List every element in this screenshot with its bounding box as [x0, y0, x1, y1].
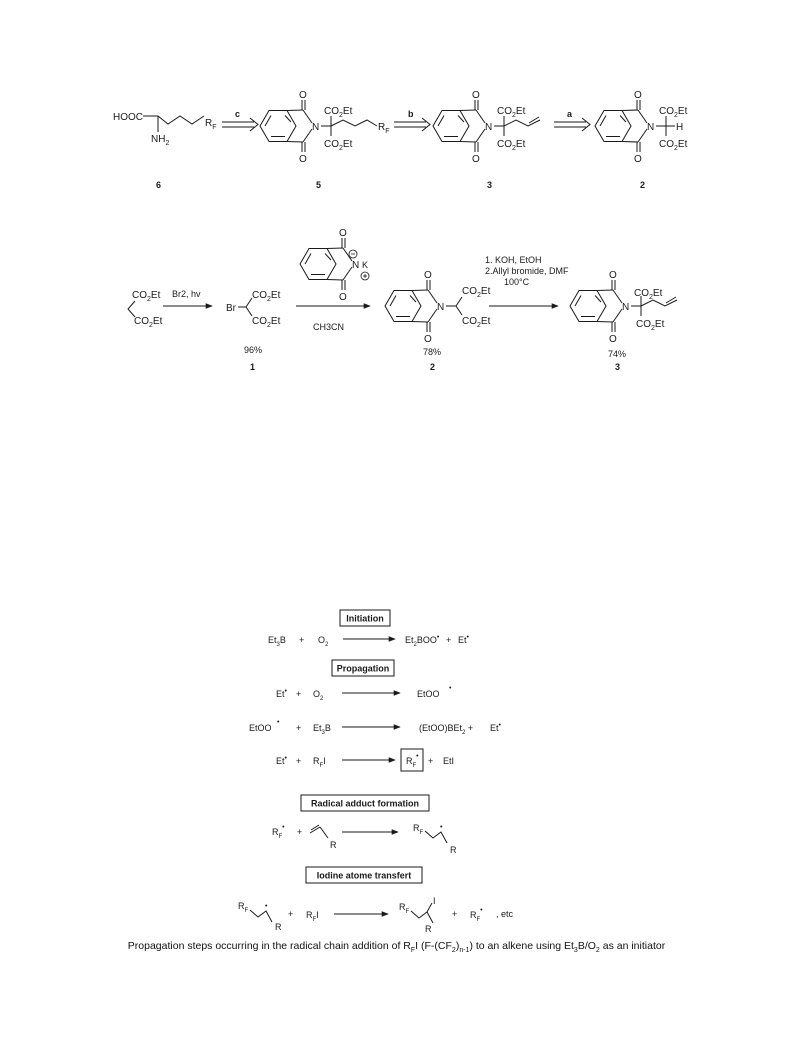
svg-text:CO2Et: $CO_2Et$: [132, 290, 161, 303]
svg-text:O: O: [424, 334, 432, 345]
compound-5-structure: [260, 90, 390, 165]
svg-text:Et•: Et•: [490, 722, 501, 733]
svg-text:O: O: [609, 270, 617, 281]
svg-text:RFI: $R_FI$: [306, 910, 319, 923]
svg-text:CO2Et: $CO_2Et$: [252, 290, 281, 303]
diethyl-malonate-structure: [128, 290, 163, 329]
svg-text:RF•: $R_F^•$: [272, 824, 285, 840]
svg-text:+: +: [428, 756, 434, 766]
eq-propagation-3: [276, 749, 454, 771]
svg-text:R: R: [425, 924, 432, 934]
reagent-step-line-1: 1. KOH, EtOH: [485, 255, 542, 265]
reagent-step-line-3: 100°C: [504, 277, 530, 287]
svg-text:EtOO: EtOO: [417, 689, 440, 699]
svg-text:Et3B: $Et_3B$: [268, 635, 286, 648]
eq-propagation-2: [249, 719, 502, 736]
svg-text:N: N: [647, 122, 655, 133]
svg-text:+: +: [296, 723, 302, 733]
svg-text:O: O: [634, 90, 642, 101]
svg-text:O: O: [634, 154, 642, 165]
arrow-label-a: a: [567, 109, 573, 119]
retro-arrow-a: [554, 118, 590, 131]
svg-text:RFI: $R_FI$: [313, 756, 326, 769]
header-radical-adduct: Radical adduct formation: [310, 798, 420, 809]
arrow-label-c: c: [235, 109, 241, 119]
scheme-2-synthesis: [128, 228, 677, 372]
compound-number-1: 1: [250, 362, 256, 372]
svg-text:+: +: [296, 756, 302, 766]
potassium-phthalimide-structure: [300, 228, 369, 303]
svg-text:+: +: [452, 909, 458, 919]
svg-text:Et•: Et•: [276, 688, 287, 699]
cooh-label: HOOC: [113, 112, 143, 123]
svg-text:+: +: [299, 635, 305, 645]
svg-text:RF: $R_F$: [378, 122, 390, 135]
svg-text:RF: $R_F$: [399, 902, 410, 915]
retro-arrow-c: [222, 118, 258, 131]
svg-text:•: •: [449, 685, 452, 692]
svg-text:CO2Et: $CO_2Et$: [659, 139, 688, 152]
svg-text:O2: $O_2$: [313, 689, 324, 702]
svg-text:(EtOO)BEt2 +: (EtOO)BEt$_2$ +: [419, 723, 474, 736]
svg-text:CO2Et: $CO_2Et$: [324, 139, 353, 152]
svg-text:O: O: [472, 154, 480, 165]
svg-text:H: H: [676, 122, 684, 133]
svg-text:EtOO: EtOO: [249, 723, 272, 733]
compound-number-5: 5: [316, 180, 322, 190]
svg-text:RF•: $R_F^•$: [406, 753, 419, 769]
svg-text:N: N: [485, 122, 493, 133]
svg-text:O2: $O_2$: [318, 635, 329, 648]
compound-number-2-scheme2: 2: [430, 362, 436, 372]
compound-2-product-structure: [385, 270, 491, 345]
svg-text:O: O: [339, 228, 347, 239]
figure-caption: Propagation steps occurring in the radical chain addition of $R_FI$ $(F-(CF_2)_{n-1})$ to an alkene using $Et_3B/O_2$ as an initiator: [127, 940, 666, 955]
svg-text:O: O: [299, 90, 307, 101]
header-propagation: Propagation: [336, 663, 390, 674]
svg-text:CO2Et: $CO_2Et$: [634, 288, 663, 301]
svg-text:CO2Et: $CO_2Et$: [324, 106, 353, 119]
svg-text:Et2BOO•: $Et_2BOO^•$: [405, 634, 440, 648]
etc-label: , etc: [496, 909, 514, 919]
compound-number-3: 3: [487, 180, 493, 190]
svg-text:•: •: [277, 719, 280, 726]
svg-text:K: K: [362, 260, 369, 270]
compound-6-structure: [113, 112, 217, 147]
rf-label: $R_F$: [205, 118, 217, 131]
arrow-label-b: b: [408, 109, 414, 119]
eq-radical-adduct: [272, 823, 457, 855]
svg-text:O: O: [609, 334, 617, 345]
svg-text:O: O: [339, 292, 347, 303]
svg-text:CO2Et: $CO_2Et$: [497, 106, 526, 119]
svg-text:Et•: Et•: [458, 634, 469, 645]
compound-number-2: 2: [640, 180, 646, 190]
yield-2: 78%: [423, 347, 442, 357]
bromomalonate-structure: [226, 290, 281, 329]
svg-text:RF: $R_F$: [238, 901, 249, 914]
reagent-solvent: CH3CN: [313, 322, 345, 332]
compound-number-3-scheme2: 3: [615, 362, 621, 372]
svg-text:R: R: [330, 840, 337, 850]
svg-text:RF: $R_F$: [413, 823, 424, 836]
reagent-bromination: Br2, hv: [172, 289, 201, 299]
svg-text:Et3B: $Et_3B$: [313, 723, 331, 736]
svg-text:R: R: [450, 845, 457, 855]
svg-text:O: O: [424, 270, 432, 281]
svg-text:CO2Et: $CO_2Et$: [636, 319, 665, 332]
svg-text:CO2Et: $CO_2Et$: [462, 286, 491, 299]
svg-text:+: +: [296, 689, 302, 699]
svg-text:O: O: [472, 90, 480, 101]
svg-text:Et•: Et•: [276, 755, 287, 766]
svg-text:CO2Et: $CO_2Et$: [252, 316, 281, 329]
svg-text:+: +: [297, 827, 303, 837]
reagent-step-line-2: 2.Allyl bromide, DMF: [485, 266, 569, 276]
retro-arrow-b: [394, 118, 430, 131]
svg-text:EtI: EtI: [443, 756, 455, 766]
svg-text:+: +: [288, 909, 294, 919]
svg-text:CO2Et: $CO_2Et$: [462, 316, 491, 329]
svg-text:CO2Et: $CO_2Et$: [134, 316, 163, 329]
nh2-label: $NH_2$: [151, 134, 170, 147]
compound-number-6: 6: [156, 180, 162, 190]
compound-3-structure: [433, 90, 540, 165]
compound-2-structure: [595, 90, 688, 165]
eq-propagation-1: [276, 685, 452, 702]
svg-text:N: N: [437, 302, 445, 313]
radical-mechanism: [238, 610, 514, 934]
svg-text:Br: Br: [226, 303, 236, 314]
svg-text:O: O: [299, 154, 307, 165]
svg-text:RF•: $R_F^•$: [470, 907, 483, 923]
yield-1: 96%: [244, 345, 263, 355]
scheme-1-retrosynthesis: [113, 90, 688, 190]
svg-text:N: N: [622, 302, 630, 313]
svg-text:R: R: [275, 922, 282, 932]
eq-initiation: [268, 634, 470, 648]
compound-3-product-structure: [570, 270, 677, 345]
yield-3: 74%: [608, 349, 627, 359]
svg-text:•: •: [265, 903, 268, 910]
svg-text:CO2Et: $CO_2Et$: [497, 139, 526, 152]
svg-text:+: +: [446, 635, 452, 645]
header-iodine-transfer: Iodine atome transfert: [316, 870, 412, 881]
svg-text:I: I: [433, 896, 436, 906]
svg-text:N: N: [352, 260, 360, 271]
svg-text:CO2Et: $CO_2Et$: [659, 106, 688, 119]
svg-text:•: •: [440, 824, 443, 831]
header-initiation: Initiation: [346, 613, 384, 624]
svg-text:N: N: [312, 122, 320, 133]
eq-iodine-transfer: [238, 896, 514, 934]
